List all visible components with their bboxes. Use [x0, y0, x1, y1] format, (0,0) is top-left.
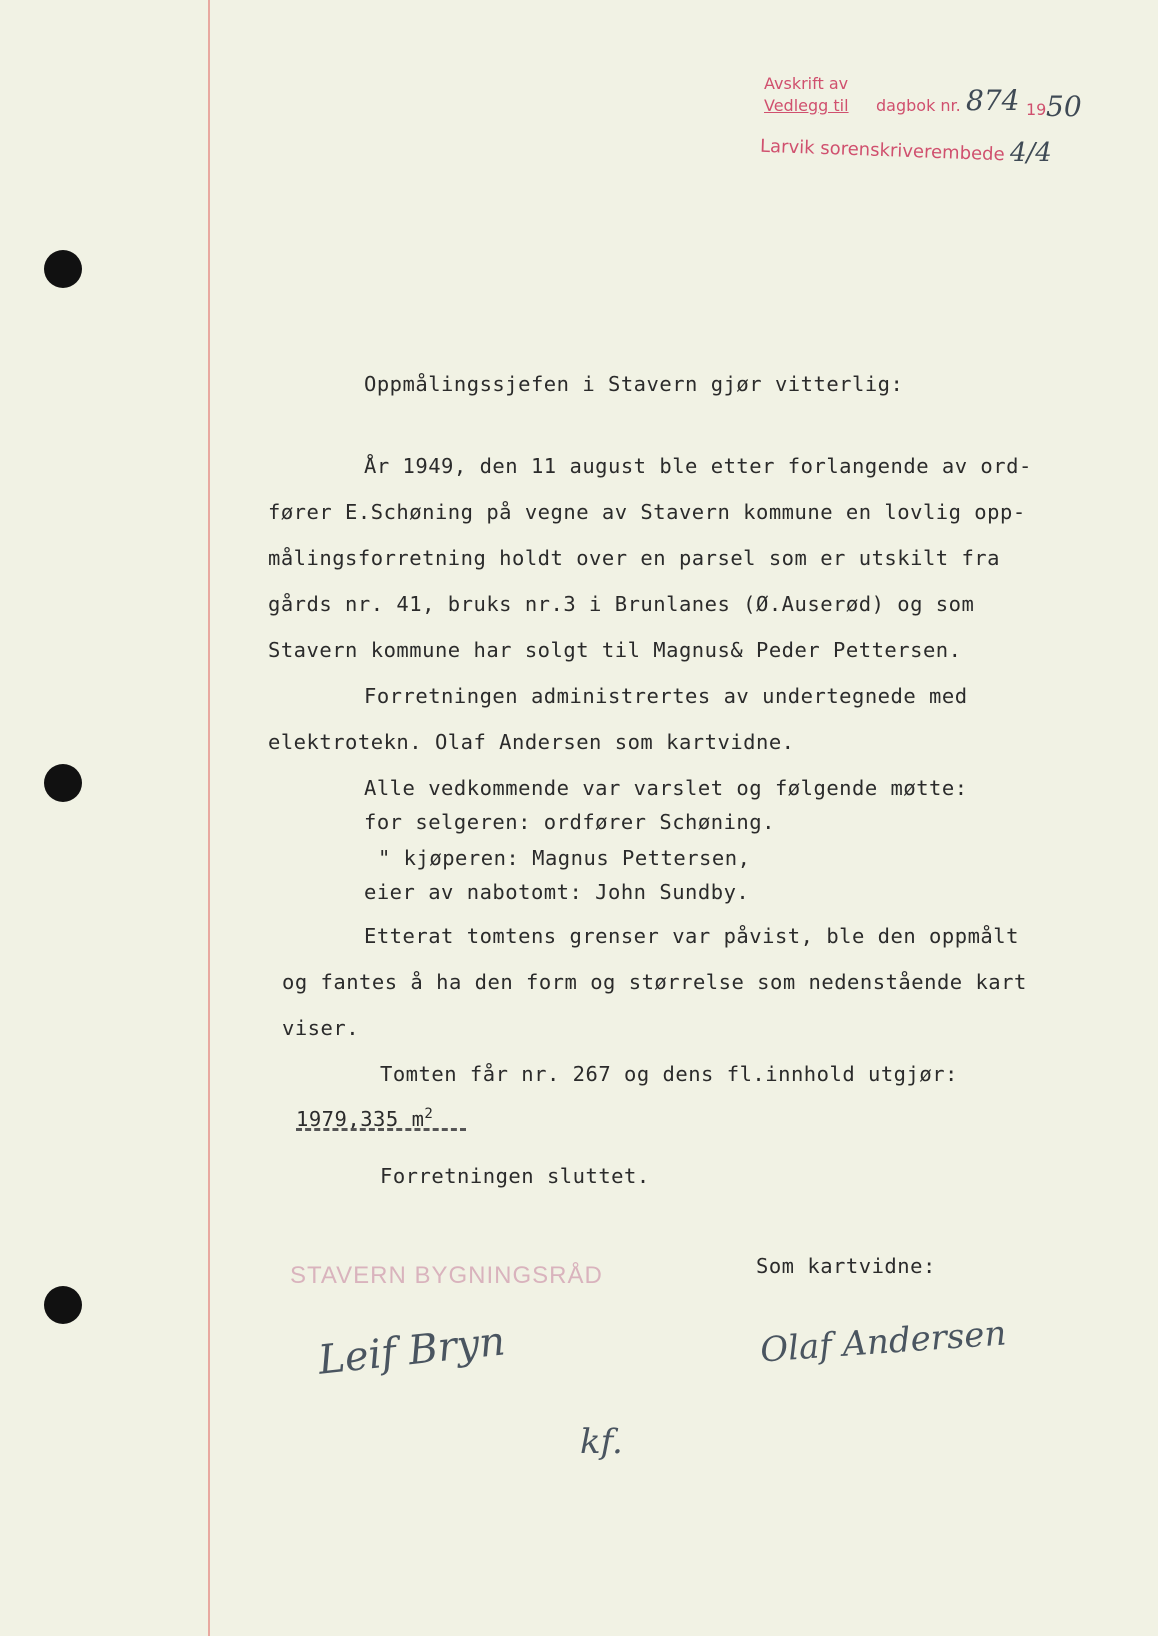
area-exponent: 2: [424, 1106, 434, 1122]
stamp-line-1: Avskrift av: [764, 74, 849, 93]
body-line: fører E.Schøning på vegne av Stavern kommune en lovlig opp-: [268, 500, 1026, 524]
punch-hole: [44, 1286, 82, 1324]
punch-hole: [44, 764, 82, 802]
stamp-date-hand: 4/4: [1010, 138, 1052, 168]
body-line: eier av nabotomt: John Sundby.: [364, 880, 750, 904]
stamp-year-printed: 19: [1026, 100, 1047, 119]
signature-left: Leif Bryn: [316, 1318, 508, 1384]
stamp-dagbok-label: dagbok nr.: [876, 96, 961, 115]
body-line: Forretningen administrertes av undertegnede med: [364, 684, 968, 708]
area-underline: [296, 1128, 466, 1131]
closing-line: Forretningen sluttet.: [380, 1164, 650, 1188]
body-line: Stavern kommune har solgt til Magnus& Peder Pettersen.: [268, 638, 962, 662]
initials: kf.: [580, 1422, 623, 1462]
body-line: elektrotekn. Olaf Andersen som kartvidne.: [268, 730, 795, 754]
body-line: for selgeren: ordfører Schøning.: [364, 810, 775, 834]
body-line: viser.: [282, 1016, 360, 1040]
stamp-line-2: Vedlegg til: [764, 96, 849, 115]
signature-right: Olaf Andersen: [758, 1313, 1008, 1371]
rubber-stamp: STAVERN BYGNINGSRÅD: [290, 1262, 603, 1289]
stamp-dagbok-number: 874: [966, 84, 1020, 117]
body-line: gårds nr. 41, bruks nr.3 i Brunlanes (Ø.Auserød) og som: [268, 592, 975, 616]
stamp-year-hand: 50: [1046, 90, 1082, 123]
stamp-court-name: Larvik sorenskriverembede: [759, 135, 1005, 166]
body-line: År 1949, den 11 august ble etter forlangende av ord-: [364, 454, 1032, 478]
body-line: " kjøperen: Magnus Pettersen,: [378, 846, 751, 870]
margin-rule: [208, 0, 210, 1636]
witness-label: Som kartvidne:: [756, 1254, 936, 1278]
area-number: 1979,335 m: [296, 1106, 425, 1131]
body-line: Tomten får nr. 267 og dens fl.innhold utgjør:: [380, 1062, 958, 1086]
punch-hole: [44, 250, 82, 288]
body-line: Etterat tomtens grenser var påvist, ble den oppmålt: [364, 924, 1019, 948]
body-line: Alle vedkommende var varslet og følgende møtte:: [364, 776, 968, 800]
document-heading: Oppmålingssjefen i Stavern gjør vitterlig:: [364, 372, 904, 396]
body-line: og fantes å ha den form og størrelse som nedenstående kart: [282, 970, 1027, 994]
body-line: målingsforretning holdt over en parsel som er utskilt fra: [268, 546, 1000, 570]
